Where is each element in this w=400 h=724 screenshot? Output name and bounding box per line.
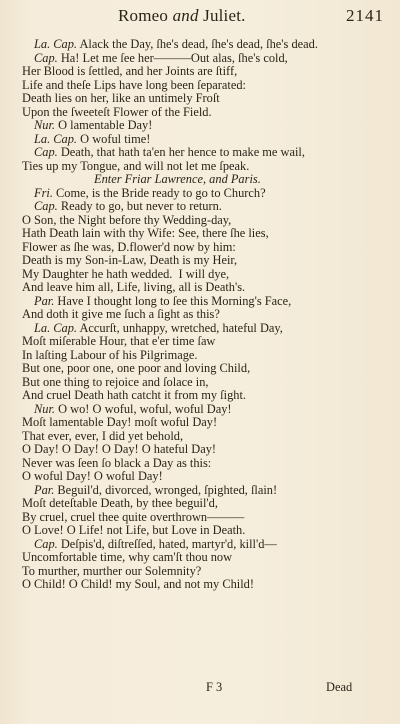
line-text: But one thing to rejoice and ſolace in, [22,374,209,389]
line-text: O wo! O woful, woful, woful Day! [55,401,232,416]
line-text: Ties up my Tongue, and will not let me ſpeak. [22,158,250,173]
speaker-name: Fri. [34,185,53,200]
verse-line [22,92,384,106]
line-text: Accurſt, unhappy, wretched, hateful Day, [77,320,283,335]
title-juliet: Juliet. [198,6,246,25]
verse-line [22,200,384,214]
verse-line [22,281,384,295]
line-text: Her Blood is ſettled, and her Joints are ſtiff, [22,64,238,78]
verse-line [22,470,384,484]
line-text: Uncomfortable time, why cam'ſt thou now [22,550,233,564]
speaker-name: Nur. [34,401,56,416]
line-text: Hath Death lain with thy Wife: See, there ſhe lies, [22,226,269,240]
verse-line [22,79,384,93]
line-text: Life and theſe Lips have long been ſeparated: [22,77,246,92]
line-text: Moſt miſerable Hour, that e'er time ſaw [22,334,216,348]
line-text: Death is my Son-in-Law, Death is my Heir, [22,253,238,267]
verse-line [22,430,384,444]
line-text: O Love! O Life! not Life, but Love in Death. [22,523,246,537]
catchword: Dead [326,680,353,694]
line-text: Moſt lamentable Day! moſt woful Day! [22,415,218,429]
verse-line [22,416,384,430]
line-text: O Son, the Night before thy Wedding-day, [22,212,232,227]
line-text: In laſting Labour of his Pilgrimage. [22,347,198,362]
verse-line [22,160,384,174]
verse-line [22,146,384,160]
verse-line [22,376,384,390]
speaker-name: Cap. [34,536,58,551]
speaker-name: La. Cap. [34,37,78,51]
speaker-name: Par. [34,482,55,497]
line-text: By cruel, cruel thee quite overthrown——— [22,509,245,524]
line-text: Deſpis'd, diſtreſſed, hated, martyr'd, kill'd— [57,536,277,551]
line-text: And leave him all, Life, living, all is Death's. [22,280,246,294]
play-text [22,38,384,592]
verse-line [22,389,384,403]
line-text: Have I thought long to ſee this Morning's Face, [54,293,292,308]
line-text: Beguil'd, divorced, wronged, ſpighted, ſlain! [54,482,278,497]
verse-line [22,565,384,579]
line-text: And cruel Death hath catcht it from my ſight. [22,388,246,402]
verse-line [22,484,384,498]
verse-line [22,38,384,52]
line-text: To murther, murther our Solemnity? [22,563,202,578]
verse-line [22,214,384,228]
line-text: Never was ſeen ſo black a Day as this: [22,455,212,470]
line-text: O woful time! [77,131,151,146]
title-romeo: Romeo [118,6,173,25]
line-text: Alack the Day, ſhe's dead, ſhe's dead, ſhe's dead. [77,37,318,51]
speaker-name: La. Cap. [34,131,78,146]
signature-mark: F 3 [206,680,223,694]
verse-line [22,511,384,525]
verse-line [22,119,384,133]
verse-line [22,254,384,268]
line-text: O lamentable Day! [55,118,153,132]
verse-line [22,578,384,592]
page-number: 2141 [346,6,384,25]
line-text: Moſt deteſtable Death, by thee beguil'd, [22,496,218,510]
verse-line [22,335,384,349]
page-footer [0,680,400,698]
verse-line [22,524,384,538]
verse-line [22,52,384,66]
line-text: Ready to go, but never to return. [57,199,222,213]
verse-line [22,497,384,511]
verse-line [22,308,384,322]
verse-line [22,241,384,255]
verse-line [22,187,384,201]
line-text: O Day! O Day! O Day! O hateful Day! [22,442,217,456]
verse-line [22,538,384,552]
line-text: Enter Friar Lawrence, and Paris. [94,172,261,186]
speaker-name: Cap. [34,50,58,65]
stage-direction [22,173,384,187]
speaker-name: Nur. [34,118,56,132]
verse-line [22,322,384,336]
verse-line [22,133,384,147]
verse-line [22,362,384,376]
line-text: O woful Day! O woful Day! [22,469,163,483]
line-text: Death, that hath ta'en her hence to make me wail, [57,145,305,159]
verse-line [22,65,384,79]
line-text: Ha! Let me ſee her———Out alas, ſhe's cold, [57,50,288,65]
line-text: But one, poor one, one poor and loving Child, [22,361,251,375]
verse-line [22,268,384,282]
running-title [118,6,246,26]
title-and: and [172,6,199,25]
line-text: O Child! O Child! my Soul, and not my Child! [22,577,254,591]
line-text: And doth it give me ſuch a ſight as this? [22,307,220,321]
verse-line [22,457,384,471]
line-text: My Daughter he hath wedded. I will dye, [22,266,230,281]
line-text: Come, is the Bride ready to go to Church? [52,185,266,200]
verse-line [22,443,384,457]
verse-line [22,295,384,309]
speaker-name: Cap. [34,199,58,213]
verse-line [22,403,384,417]
running-header [0,6,400,32]
speaker-name: Par. [34,293,55,308]
verse-line [22,227,384,241]
line-text: That ever, ever, I did yet behold, [22,428,184,443]
verse-line [22,551,384,565]
line-text: Death lies on her, like an untimely Froſt [22,91,220,105]
line-text: Flower as ſhe was, D.flower'd now by him: [22,239,236,254]
line-text: Upon the ſweeteſt Flower of the Field. [22,104,212,119]
speaker-name: Cap. [34,145,58,159]
verse-line [22,349,384,363]
verse-line [22,106,384,120]
speaker-name: La. Cap. [34,320,78,335]
